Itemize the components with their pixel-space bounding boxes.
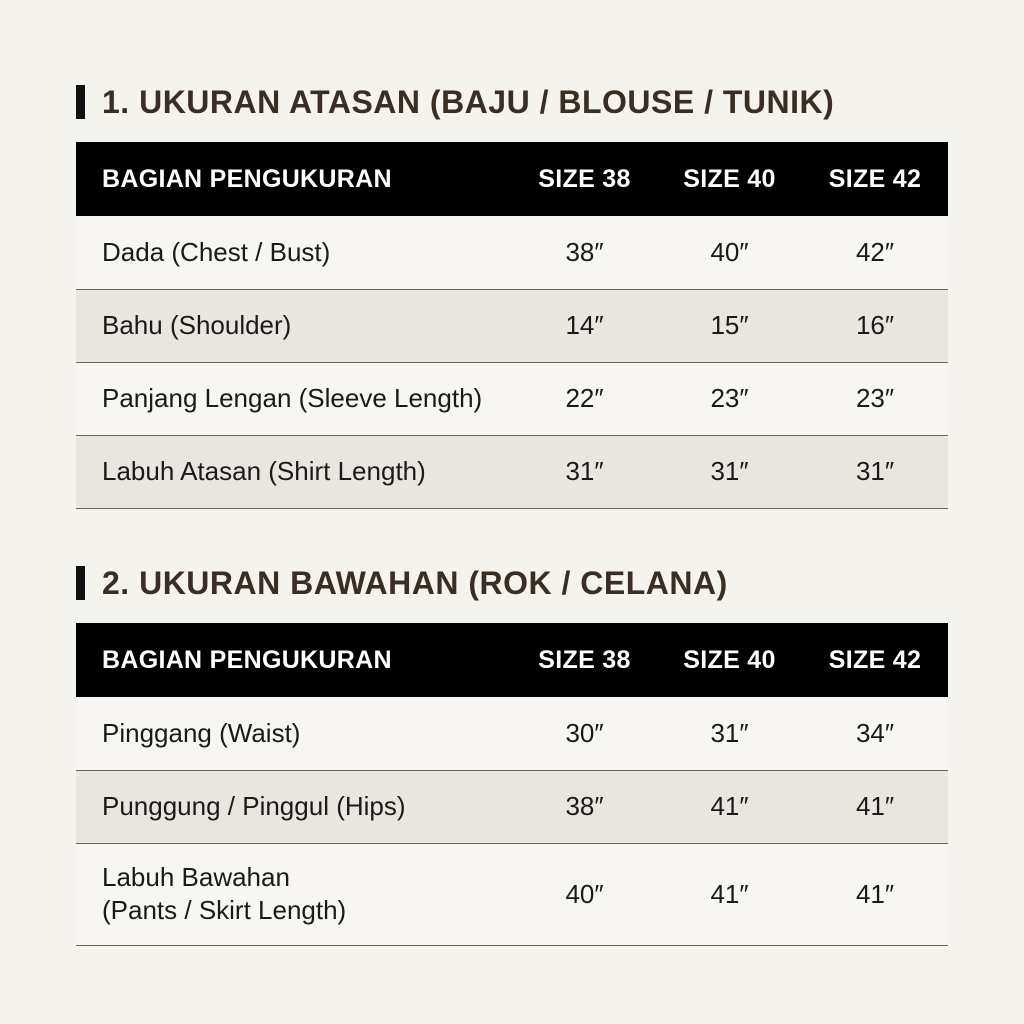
size-38-value: 30″ bbox=[565, 717, 604, 748]
size-40-value: 31″ bbox=[710, 717, 749, 748]
size-40-value: 31″ bbox=[710, 456, 749, 486]
size-38-value: 14″ bbox=[565, 310, 604, 340]
heading-bar-marker bbox=[76, 85, 85, 119]
size-38-value: 38″ bbox=[565, 791, 604, 821]
column-header-size-40: SIZE 40 bbox=[683, 164, 776, 193]
size-42-value: 34″ bbox=[855, 717, 895, 748]
table-row bbox=[76, 216, 948, 289]
table-row bbox=[76, 770, 948, 843]
row-label: Labuh Atasan (Shirt Length) bbox=[102, 456, 426, 486]
size-42-value: 16″ bbox=[855, 310, 895, 340]
bottoms-size-section bbox=[76, 563, 948, 946]
tops-size-section bbox=[76, 82, 948, 509]
size-42-value: 41″ bbox=[855, 791, 895, 821]
size-40-value: 40″ bbox=[710, 236, 749, 267]
row-label: Panjang Lengan (Sleeve Length) bbox=[102, 383, 483, 413]
row-label-line-2: (Pants / Skirt Length) bbox=[102, 895, 347, 925]
size-40-value: 15″ bbox=[710, 310, 749, 340]
bottoms-size-table bbox=[76, 623, 948, 946]
size-42-value: 31″ bbox=[855, 456, 895, 486]
size-38-value: 31″ bbox=[565, 456, 604, 486]
table-header-row bbox=[76, 623, 948, 697]
row-label: Dada (Chest / Bust) bbox=[102, 236, 331, 267]
size-38-value: 40″ bbox=[565, 878, 604, 909]
table-row bbox=[76, 697, 948, 770]
size-40-value: 41″ bbox=[710, 878, 749, 909]
size-42-value: 41″ bbox=[855, 878, 895, 909]
section-heading bbox=[76, 82, 948, 122]
size-40-value: 23″ bbox=[710, 383, 749, 413]
table-row bbox=[76, 435, 948, 508]
size-42-value: 23″ bbox=[855, 383, 895, 413]
section-title: 1. UKURAN ATASAN (BAJU / BLOUSE / TUNIK) bbox=[102, 83, 835, 120]
column-header-size-38: SIZE 38 bbox=[538, 645, 631, 674]
size-40-value: 41″ bbox=[710, 791, 749, 821]
row-label-line-1: Labuh Bawahan bbox=[102, 862, 290, 892]
row-label bbox=[76, 843, 512, 945]
table-header-row bbox=[76, 142, 948, 216]
column-header-measurement: BAGIAN PENGUKURAN bbox=[102, 164, 392, 193]
row-label: Bahu (Shoulder) bbox=[102, 310, 292, 340]
table-row bbox=[76, 289, 948, 362]
table-row bbox=[76, 843, 948, 945]
tops-size-table bbox=[76, 142, 948, 509]
section-heading bbox=[76, 563, 948, 603]
row-label: Pinggang (Waist) bbox=[102, 717, 301, 748]
heading-bar-marker bbox=[76, 566, 85, 600]
size-42-value: 42″ bbox=[855, 236, 895, 267]
section-title: 2. UKURAN BAWAHAN (ROK / CELANA) bbox=[102, 564, 728, 601]
column-header-size-38: SIZE 38 bbox=[538, 164, 631, 193]
table-row bbox=[76, 362, 948, 435]
column-header-size-42: SIZE 42 bbox=[828, 645, 922, 674]
column-header-size-42: SIZE 42 bbox=[828, 164, 922, 193]
size-38-value: 22″ bbox=[565, 383, 604, 413]
size-38-value: 38″ bbox=[565, 236, 604, 267]
row-label: Punggung / Pinggul (Hips) bbox=[102, 791, 406, 821]
column-header-measurement: BAGIAN PENGUKURAN bbox=[102, 645, 392, 674]
column-header-size-40: SIZE 40 bbox=[683, 645, 776, 674]
